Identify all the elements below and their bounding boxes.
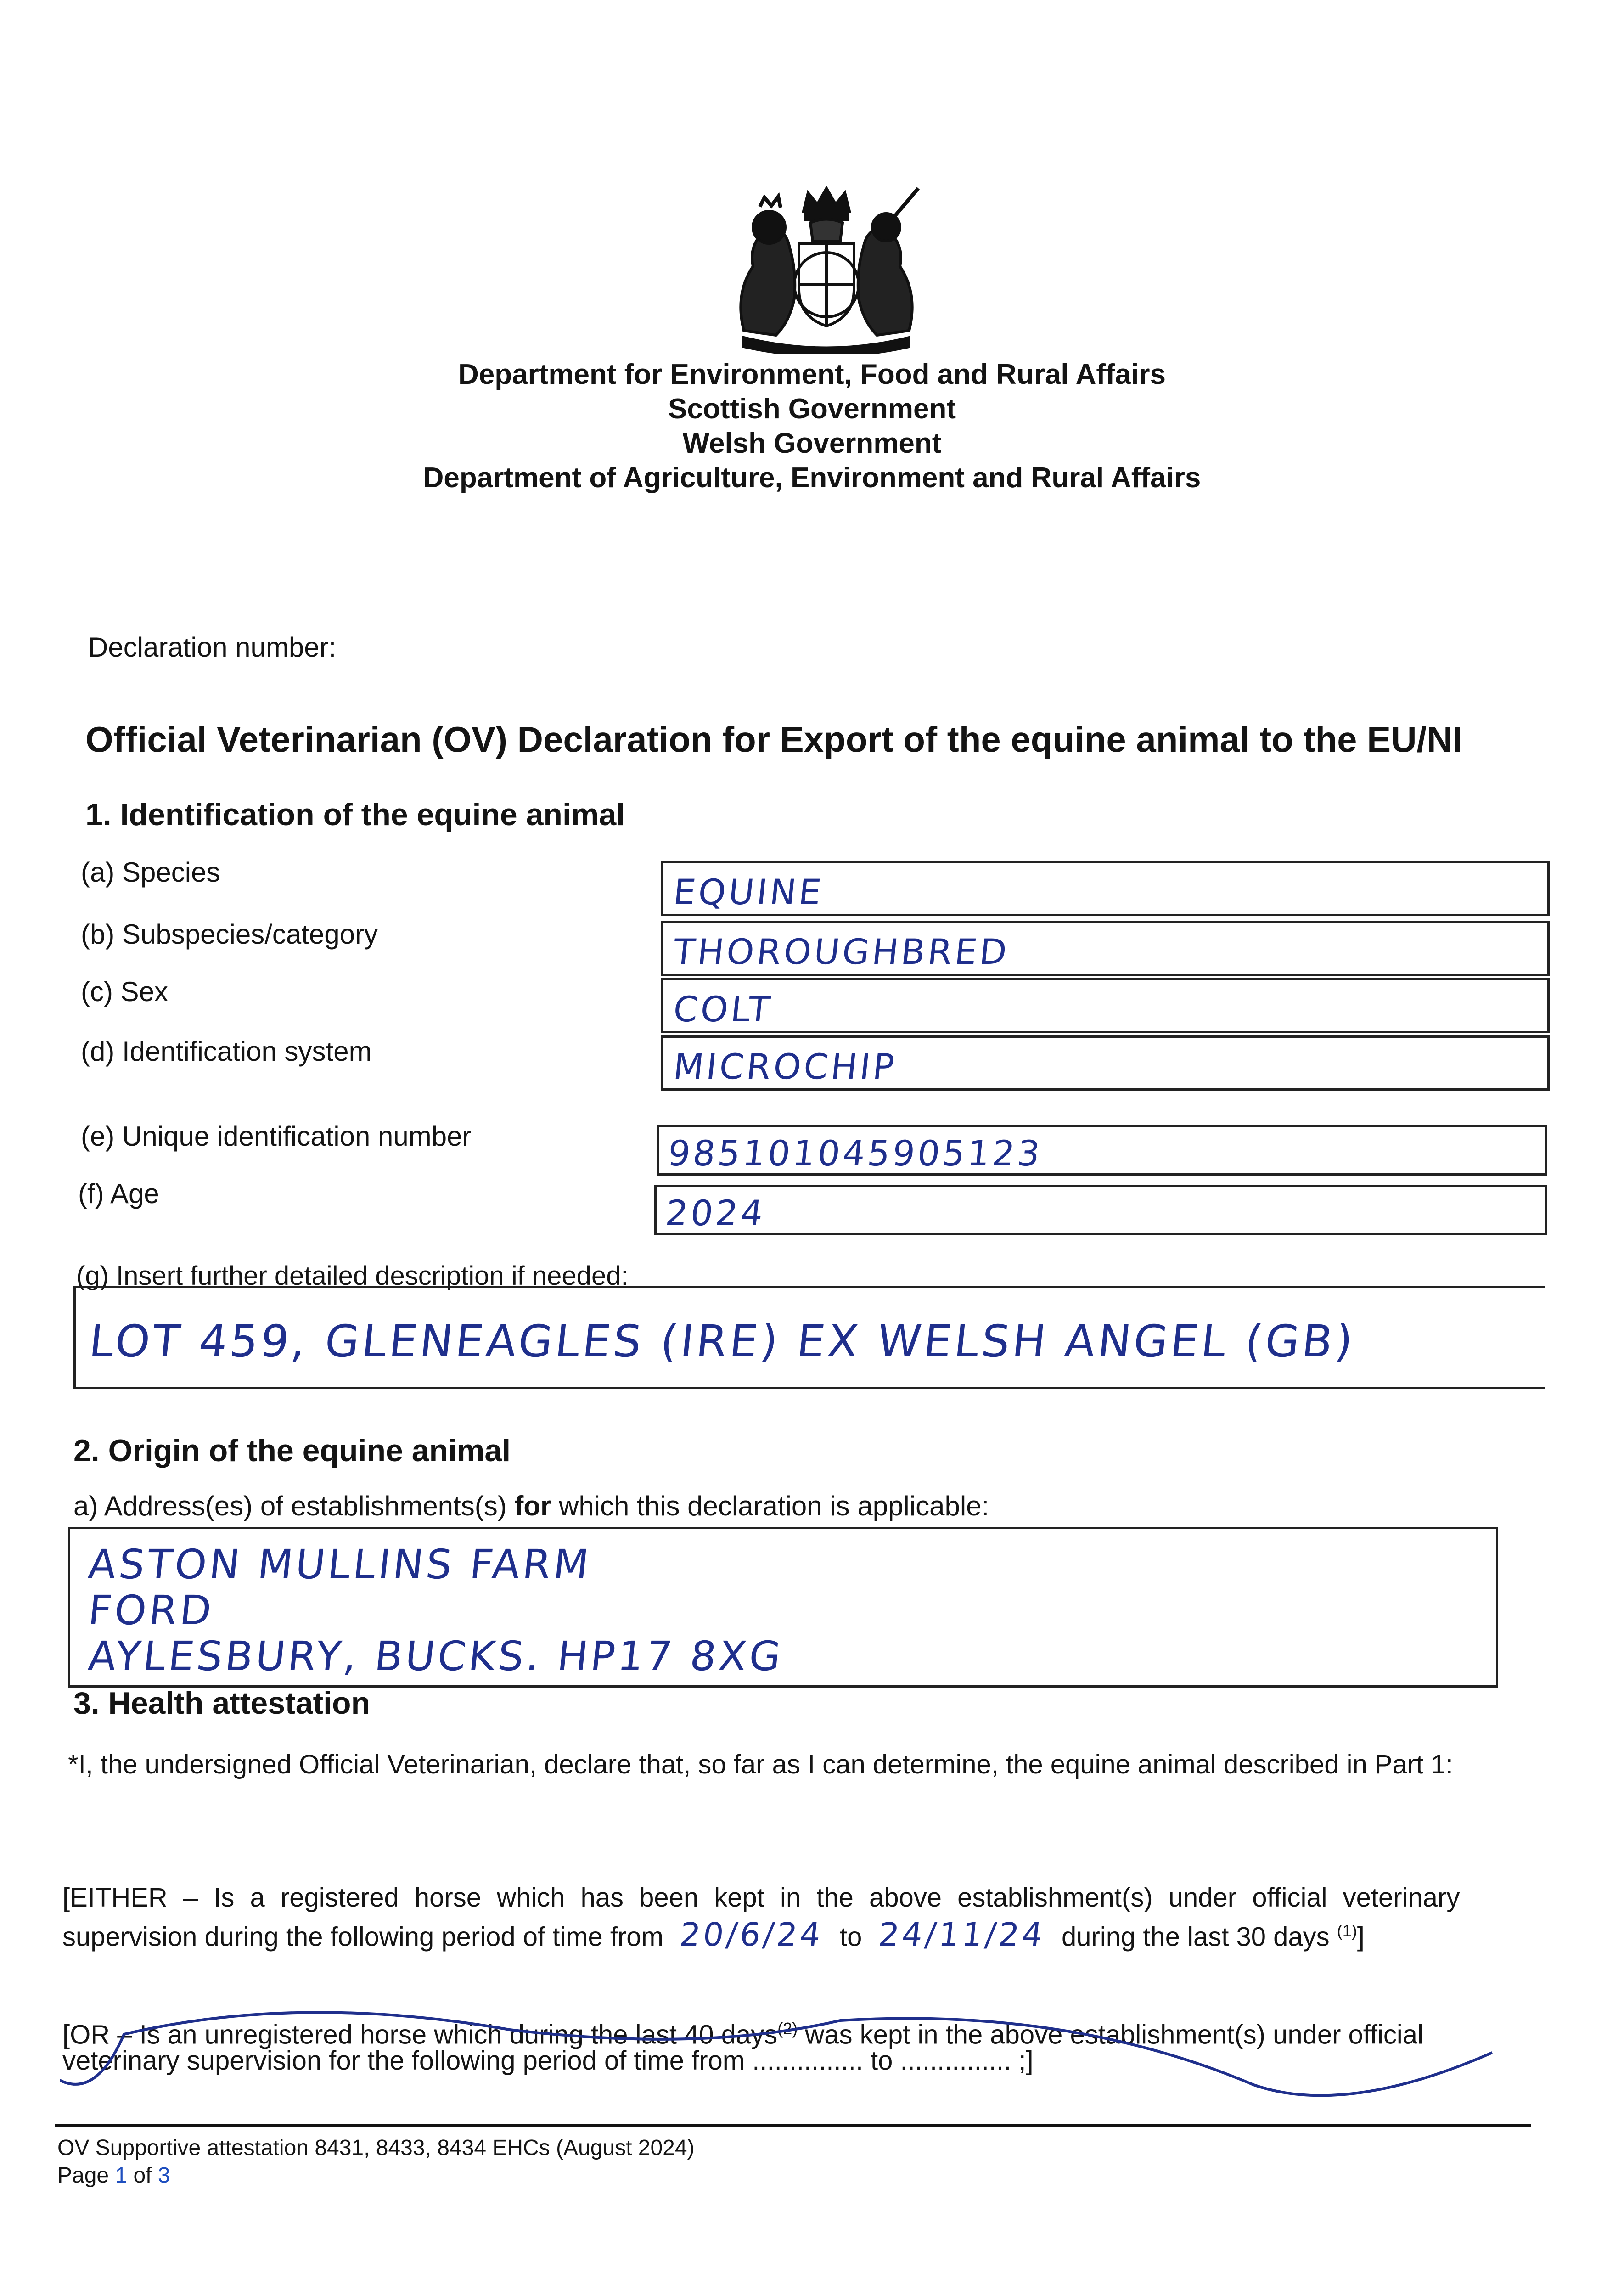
declaration-number-label: Declaration number: <box>88 632 337 663</box>
royal-coat-of-arms <box>716 179 937 354</box>
department-heading-defra: Department for Environment, Food and Rural Affairs <box>458 359 1166 390</box>
department-heading-scottish-government: Scottish Government <box>668 393 956 425</box>
field-box-age <box>654 1185 1547 1235</box>
field-label-sex: (c) Sex <box>81 976 169 1007</box>
field-value-age: 2024 <box>663 1193 768 1233</box>
section-1-title: 1. Identification of the equine animal <box>85 797 625 832</box>
form-title: Official Veterinarian (OV) Declaration for Export of the equine animal to the EU/NI <box>85 719 1463 760</box>
field-value-unique-id: 985101045905123 <box>666 1133 1045 1174</box>
description-value: LOT 459, GLENEAGLES (IRE) EX WELSH ANGEL (GB) <box>87 1316 1358 1367</box>
either-line-2 <box>62 1916 1365 1952</box>
either-to-date: 24/11/24 <box>877 1916 1047 1954</box>
either-from-date: 20/6/24 <box>678 1916 826 1954</box>
footer-divider <box>55 2124 1531 2127</box>
address-label <box>73 1490 989 1522</box>
footer-page-word: Page <box>57 2163 115 2188</box>
department-heading-welsh-government: Welsh Government <box>682 428 942 459</box>
field-box-identification-system <box>661 1035 1550 1091</box>
either-close: ] <box>1357 1922 1365 1952</box>
address-line-2: FORD <box>86 1587 217 1634</box>
address-label-pre: a) Address(es) of establishments(s) <box>73 1491 515 1521</box>
description-box <box>73 1286 1545 1389</box>
either-to-word: to <box>840 1922 862 1952</box>
either-line-1: [EITHER – Is a registered horse which has been kept in the above establishment(s) under official veterinary <box>62 1883 1460 1913</box>
footer-page-of: of <box>127 2163 158 2188</box>
field-box-unique-id <box>657 1125 1547 1176</box>
field-box-subspecies <box>661 921 1550 976</box>
field-label-species: (a) Species <box>81 857 220 888</box>
either-line-2-pre: supervision during the following period of time from <box>62 1922 663 1952</box>
field-label-identification-system: (d) Identification system <box>81 1036 372 1067</box>
field-value-subspecies: THOROUGHBRED <box>671 931 1011 972</box>
address-label-post: which this declaration is applicable: <box>551 1491 989 1521</box>
footer-doc-ref: OV Supportive attestation 8431, 8433, 8434 EHCs (August 2024) <box>57 2136 695 2160</box>
attestation-intro: *I, the undersigned Official Veterinarian, declare that, so far as I can determine, the equine animal described in Part 1: <box>68 1750 1453 1779</box>
field-box-sex <box>661 978 1550 1033</box>
section-3-title: 3. Health attestation <box>73 1686 371 1721</box>
or-footnote: (2) <box>777 2019 798 2038</box>
address-line-3: AYLESBURY, BUCKS. HP17 8XG <box>86 1632 786 1680</box>
or-line-1-pre: [OR – Is an unregistered horse which during the last 40 days <box>62 2020 778 2050</box>
field-value-species: EQUINE <box>671 872 826 912</box>
footer-page-number <box>57 2163 170 2188</box>
either-line-2-post: during the last 30 days <box>1062 1922 1330 1952</box>
field-value-identification-system: MICROCHIP <box>671 1046 899 1087</box>
address-label-bold: for <box>514 1491 551 1521</box>
description-label: (g) Insert further detailed description if needed: <box>76 1261 629 1291</box>
address-line-1: ASTON MULLINS FARM <box>86 1541 594 1588</box>
field-box-species <box>661 861 1550 916</box>
or-line-2: veterinary supervision for the following period of time from ............... to ............... ;] <box>62 2046 1034 2076</box>
footer-page-total: 3 <box>157 2163 170 2188</box>
field-label-age: (f) Age <box>78 1178 159 1209</box>
section-2-title: 2. Origin of the equine animal <box>73 1433 511 1468</box>
or-strikethrough <box>60 1984 1538 2122</box>
or-line-1-post: was kept in the above establishment(s) under official <box>805 2020 1423 2050</box>
footer-page-current: 1 <box>115 2163 128 2188</box>
field-label-subspecies: (b) Subspecies/category <box>81 919 378 950</box>
field-value-sex: COLT <box>671 989 775 1030</box>
address-box <box>68 1527 1498 1688</box>
field-label-unique-id: (e) Unique identification number <box>81 1121 472 1152</box>
either-footnote: (1) <box>1337 1921 1357 1940</box>
department-heading-daera: Department of Agriculture, Environment and Rural Affairs <box>423 462 1201 494</box>
